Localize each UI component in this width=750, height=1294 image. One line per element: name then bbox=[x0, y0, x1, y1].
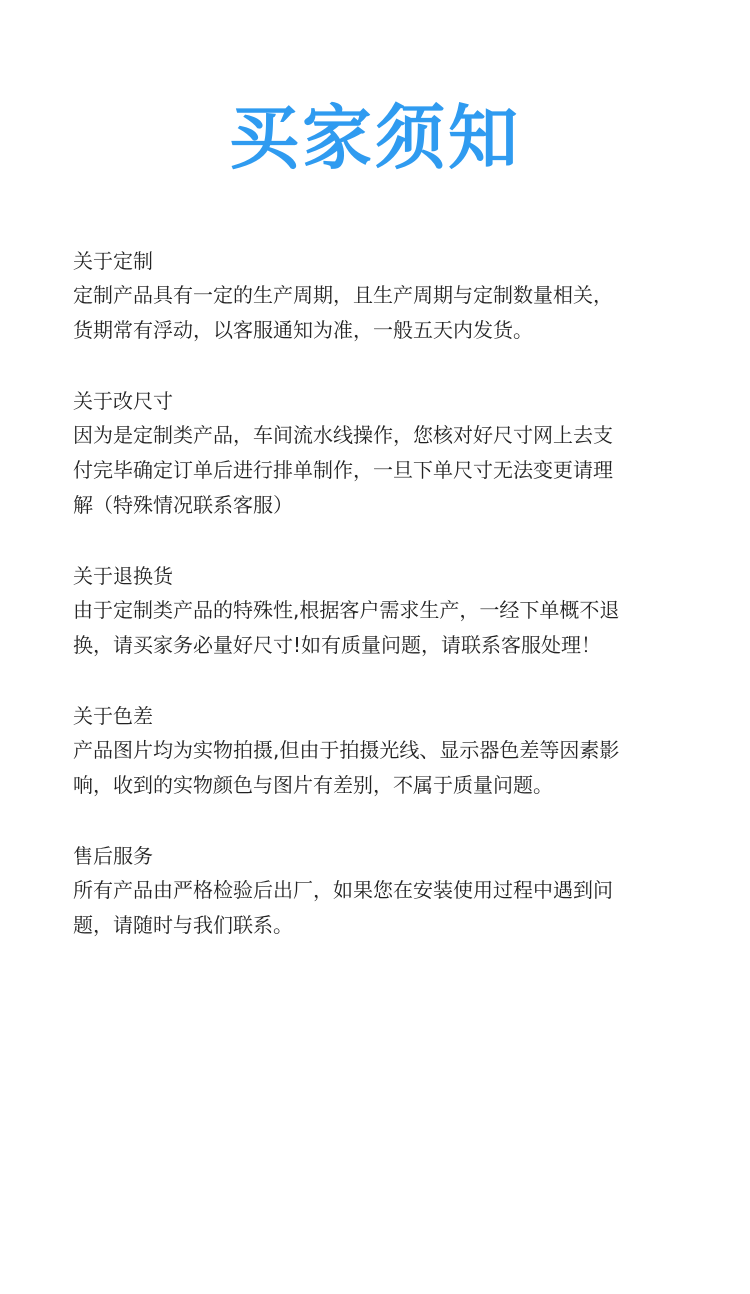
page-title: 买家须知 bbox=[229, 97, 521, 179]
notice-content bbox=[73, 244, 683, 979]
section-heading: 关于退换货 bbox=[73, 564, 173, 588]
section-custom-order bbox=[73, 244, 683, 348]
section-line: 定制产品具有一定的生产周期，且生产周期与定制数量相关， bbox=[73, 283, 613, 307]
section-line: 产品图片均为实物拍摄,但由于拍摄光线、显示器色差等因素影 bbox=[73, 738, 620, 762]
section-returns bbox=[73, 559, 683, 663]
section-heading: 关于定制 bbox=[73, 249, 153, 273]
section-heading: 关于色差 bbox=[73, 704, 153, 728]
section-heading: 关于改尺寸 bbox=[73, 389, 173, 413]
section-body bbox=[73, 873, 683, 943]
section-line: 换，请买家务必量好尺寸!如有质量问题，请联系客服处理！ bbox=[73, 633, 602, 657]
section-line: 付完毕确定订单后进行排单制作，一旦下单尺寸无法变更请理 bbox=[73, 458, 613, 482]
section-line: 所有产品由严格检验后出厂，如果您在安装使用过程中遇到问 bbox=[73, 878, 613, 902]
section-line: 解（特殊情况联系客服） bbox=[73, 493, 293, 517]
section-size-change bbox=[73, 384, 683, 523]
section-line: 题，请随时与我们联系。 bbox=[73, 913, 293, 937]
section-body bbox=[73, 278, 683, 348]
section-body bbox=[73, 593, 683, 663]
section-body bbox=[73, 733, 683, 803]
section-line: 因为是定制类产品，车间流水线操作，您核对好尺寸网上去支 bbox=[73, 423, 613, 447]
section-line: 货期常有浮动，以客服通知为准，一般五天内发货。 bbox=[73, 318, 533, 342]
section-heading: 售后服务 bbox=[73, 844, 153, 868]
section-after-sales bbox=[73, 839, 683, 943]
section-line: 由于定制类产品的特殊性,根据客户需求生产，一经下单概不退 bbox=[73, 598, 620, 622]
section-body bbox=[73, 418, 683, 523]
section-color-difference bbox=[73, 699, 683, 803]
section-line: 响，收到的实物颜色与图片有差别，不属于质量问题。 bbox=[73, 773, 553, 797]
